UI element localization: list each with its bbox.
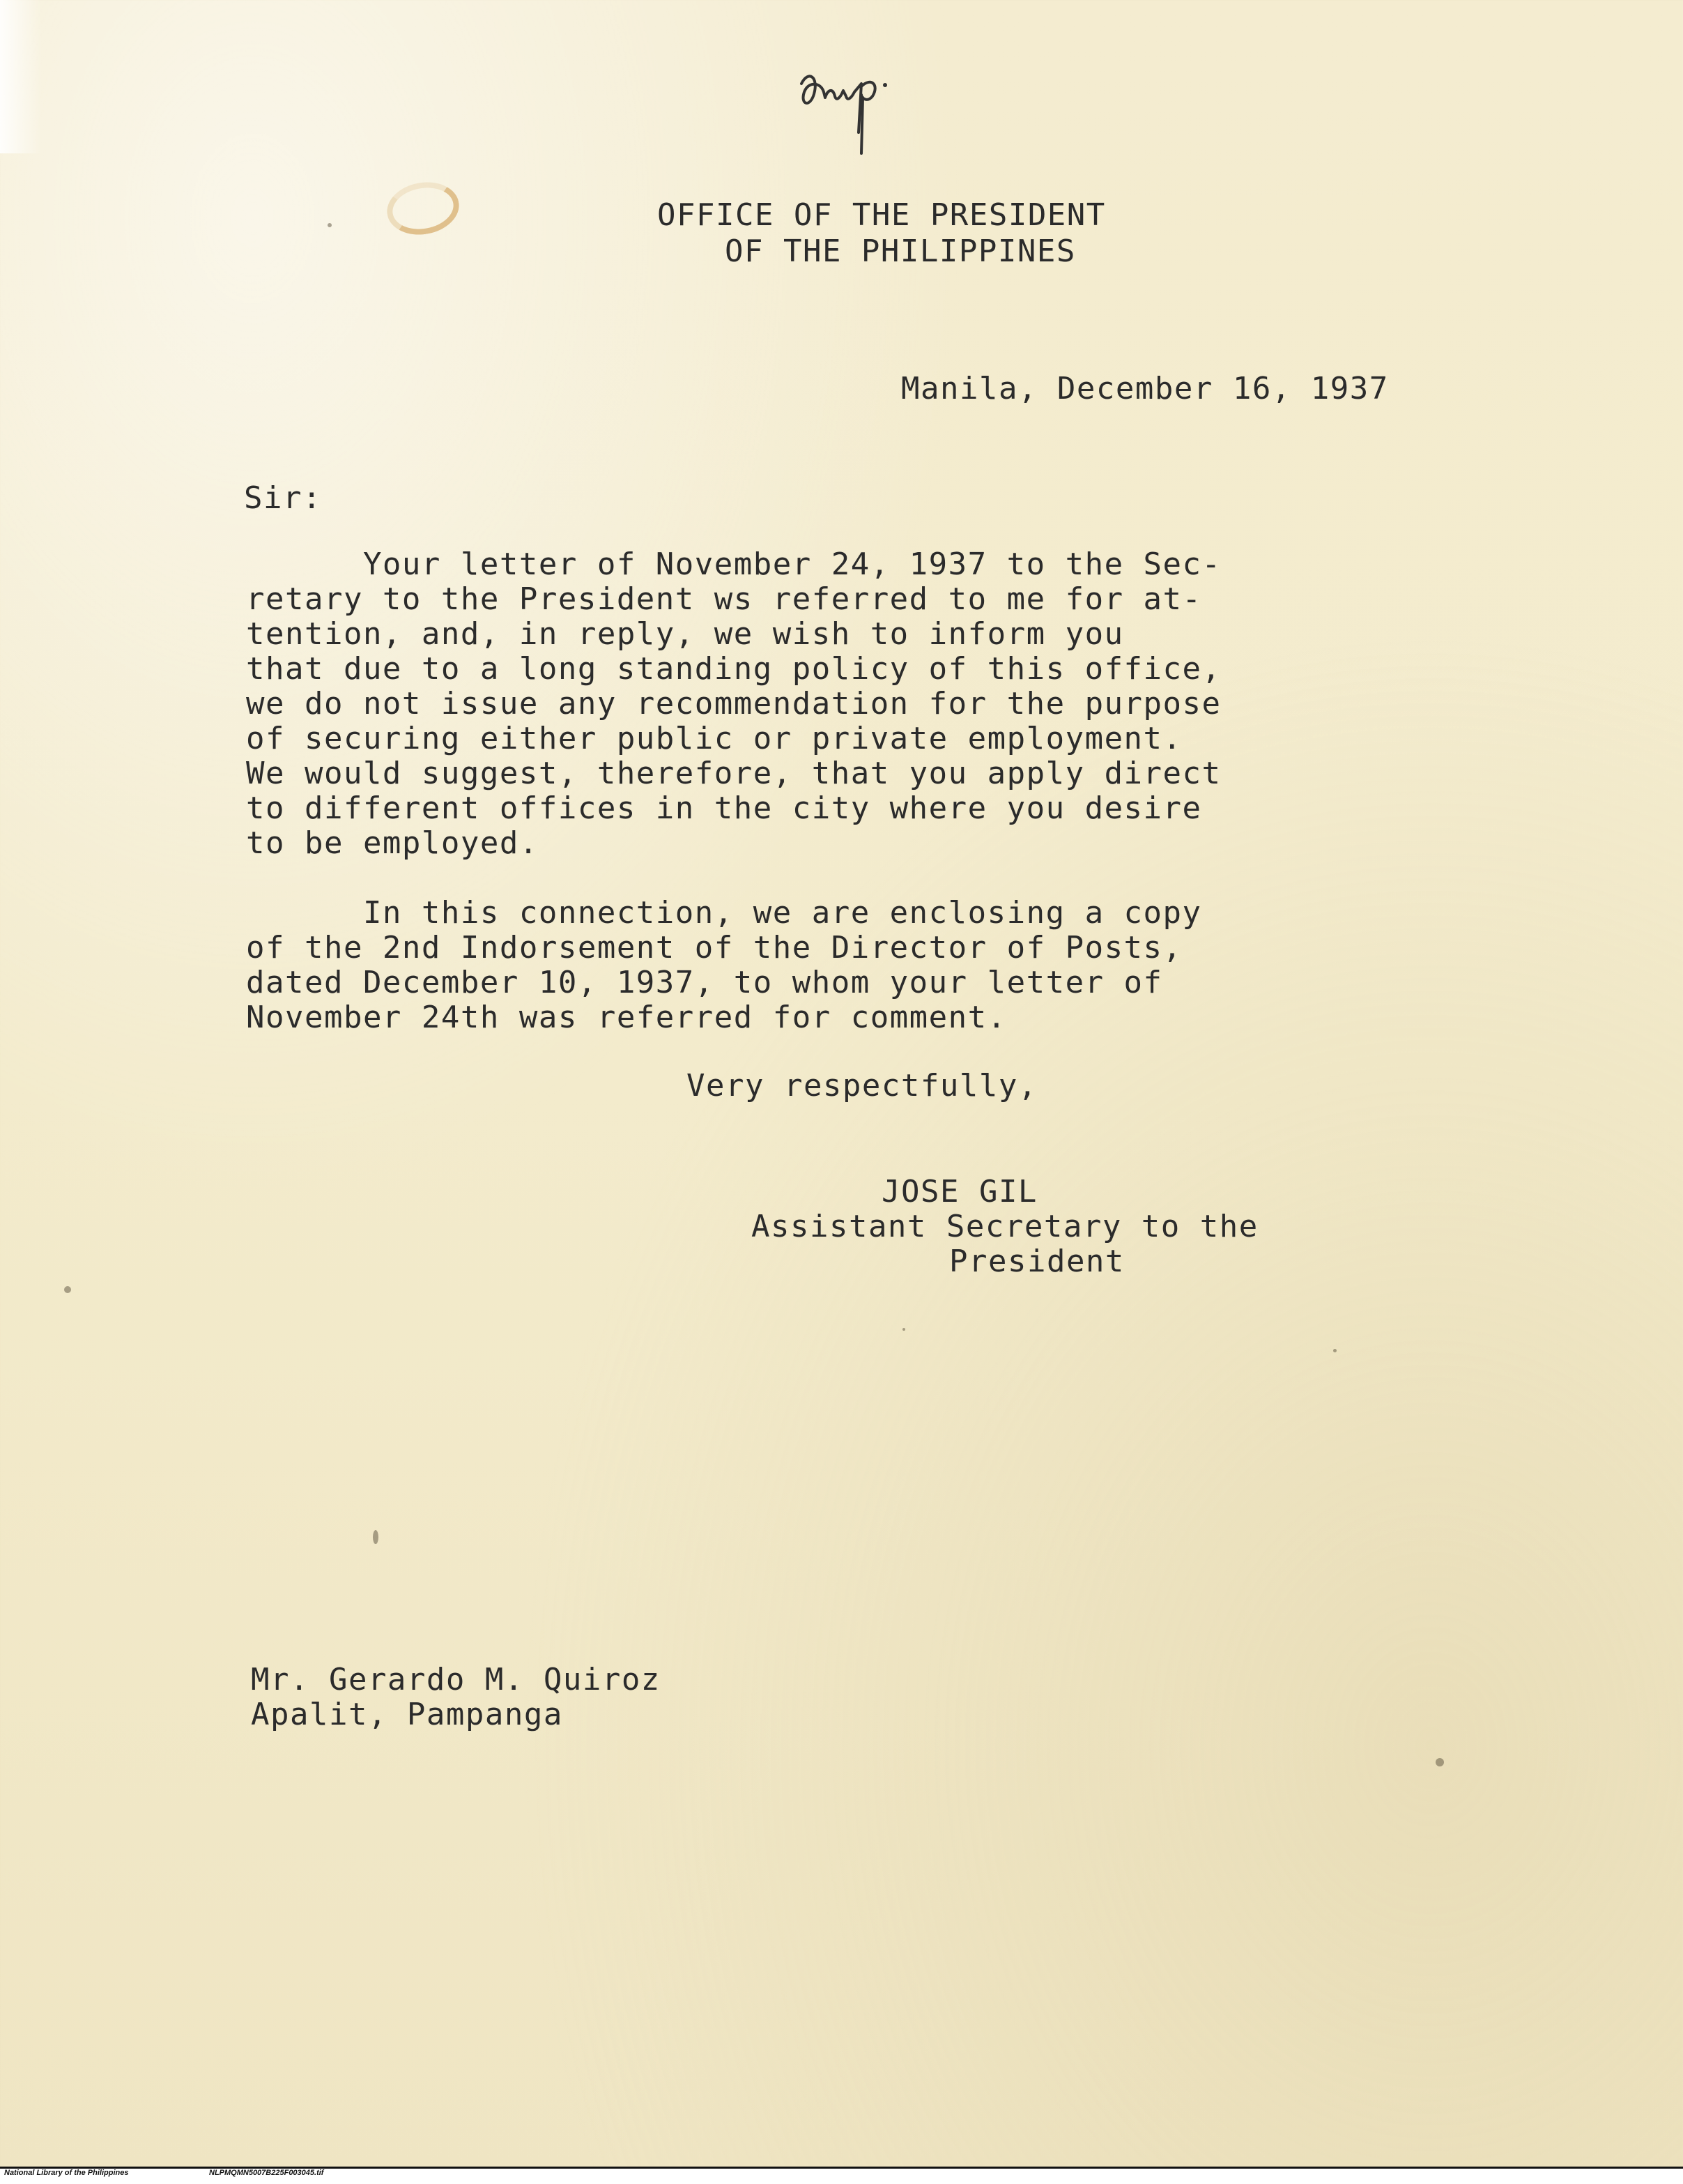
signature-title-line-2: President xyxy=(949,1244,1125,1279)
paragraph-2-line: of the 2nd Indorsement of the Director of Posts, xyxy=(246,930,1183,965)
speck xyxy=(373,1530,378,1544)
paragraph-1-line: tention, and, in reply, we wish to inform you xyxy=(246,616,1124,652)
dateline: Manila, December 16, 1937 xyxy=(901,371,1389,406)
addressee-name: Mr. Gerardo M. Quiroz xyxy=(251,1662,661,1697)
paragraph-1-line: to different offices in the city where you desire xyxy=(246,791,1202,826)
salutation: Sir: xyxy=(244,480,322,516)
handwritten-note-dup xyxy=(794,56,913,160)
paragraph-2-line: dated December 10, 1937, to whom your letter of xyxy=(246,965,1163,1000)
closing: Very respectfully, xyxy=(686,1068,1038,1104)
paragraph-1-line: retary to the President ws referred to me for at- xyxy=(246,581,1202,617)
rust-stain xyxy=(383,177,463,240)
addressee-location: Apalit, Pampanga xyxy=(251,1697,563,1732)
paragraph-1-line: of securing either public or private employment. xyxy=(246,721,1183,756)
paragraph-2-line: November 24th was referred for comment. xyxy=(246,1000,1007,1035)
paragraph-1-line: that due to a long standing policy of this office, xyxy=(246,651,1222,687)
speck xyxy=(64,1286,71,1293)
paragraph-1-line: We would suggest, therefore, that you apply direct xyxy=(246,756,1222,791)
speck xyxy=(1333,1349,1337,1352)
signature-name: JOSE GIL xyxy=(882,1174,1038,1209)
paper-curl xyxy=(0,0,42,153)
paragraph-1-line: to be employed. xyxy=(246,825,539,861)
paragraph-2-line: In this connection, we are enclosing a copy xyxy=(246,895,1202,931)
footer-file-id: NLPMQMN5007B225F003045.tif xyxy=(209,2169,324,2177)
footer-archive-label: National Library of the Philippines xyxy=(4,2169,129,2177)
letterhead-line-1: OFFICE OF THE PRESIDENT xyxy=(657,197,1106,233)
paragraph-1-line: Your letter of November 24, 1937 to the Sec- xyxy=(246,547,1222,582)
letterhead-line-2: OF THE PHILIPPINES xyxy=(725,234,1076,269)
speck xyxy=(902,1328,905,1331)
speck xyxy=(1436,1758,1444,1766)
speck xyxy=(328,223,332,227)
paragraph-1-line: we do not issue any recommendation for the purpose xyxy=(246,686,1222,721)
signature-title-line-1: Assistant Secretary to the xyxy=(751,1209,1259,1244)
